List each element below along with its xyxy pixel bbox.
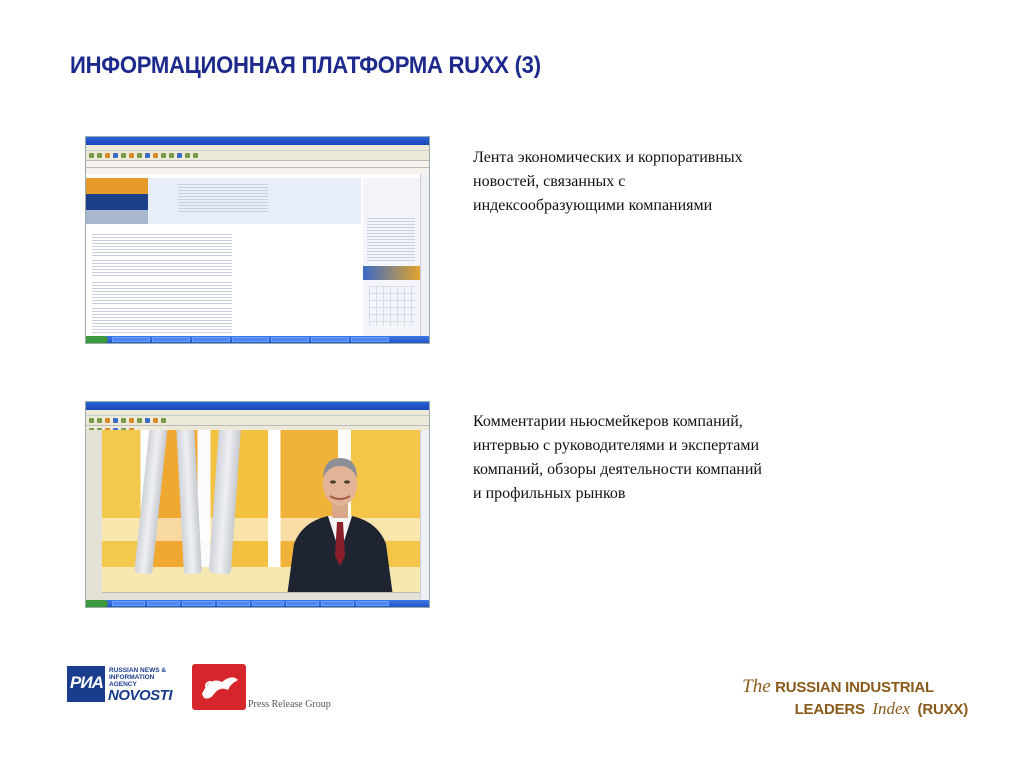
start-button (86, 336, 108, 343)
ria-novosti-logo: РИА RUSSIAN NEWS & INFORMATION AGENCY NOVOSTI (67, 666, 177, 706)
news-feed-description: Лента экономических и корпоративных новостей, связанных с индексообразующими компаниями (473, 149, 743, 214)
toolbar (86, 416, 429, 426)
toolbar (86, 151, 429, 161)
news-feed-screenshot (85, 136, 430, 344)
interview-screenshot (85, 401, 430, 608)
taskbar (86, 336, 429, 343)
web-page (86, 174, 421, 336)
address-bar (86, 161, 429, 168)
taskbar (86, 600, 429, 607)
slide-title: ИНФОРМАЦИОННАЯ ПЛАТФОРМА RUXX (3) (70, 52, 541, 79)
scrollbar (420, 430, 429, 600)
page-header (148, 178, 361, 224)
page-sub-banner (86, 210, 148, 224)
ria-mark-icon: РИА (67, 666, 105, 702)
calendar (369, 286, 415, 326)
window-titlebar (86, 137, 429, 145)
press-release-group-logo: Press Release Group (192, 664, 342, 714)
page-ad (363, 266, 421, 280)
document-page (102, 430, 421, 593)
news-item (92, 234, 232, 256)
status-bar (102, 592, 421, 600)
start-button (86, 600, 108, 607)
person-photo (280, 444, 400, 593)
bookmarks-panel (86, 430, 103, 600)
news-item (92, 282, 232, 304)
prg-mark-icon (192, 664, 246, 710)
news-item (92, 260, 232, 278)
news-item (92, 308, 232, 334)
scrollbar (420, 174, 429, 336)
ruxx-logo: The RUSSIAN INDUSTRIAL LEADERS Index (RUXX) (742, 676, 968, 718)
window-titlebar (86, 402, 429, 410)
interviews-description: Комментарии ньюсмейкеров компаний, интервью с руководителями и экспертами компаний, обзоры деятельности компаний и профильных рынков (473, 413, 762, 502)
page-banner (86, 178, 148, 194)
novosti-logo (86, 194, 148, 210)
